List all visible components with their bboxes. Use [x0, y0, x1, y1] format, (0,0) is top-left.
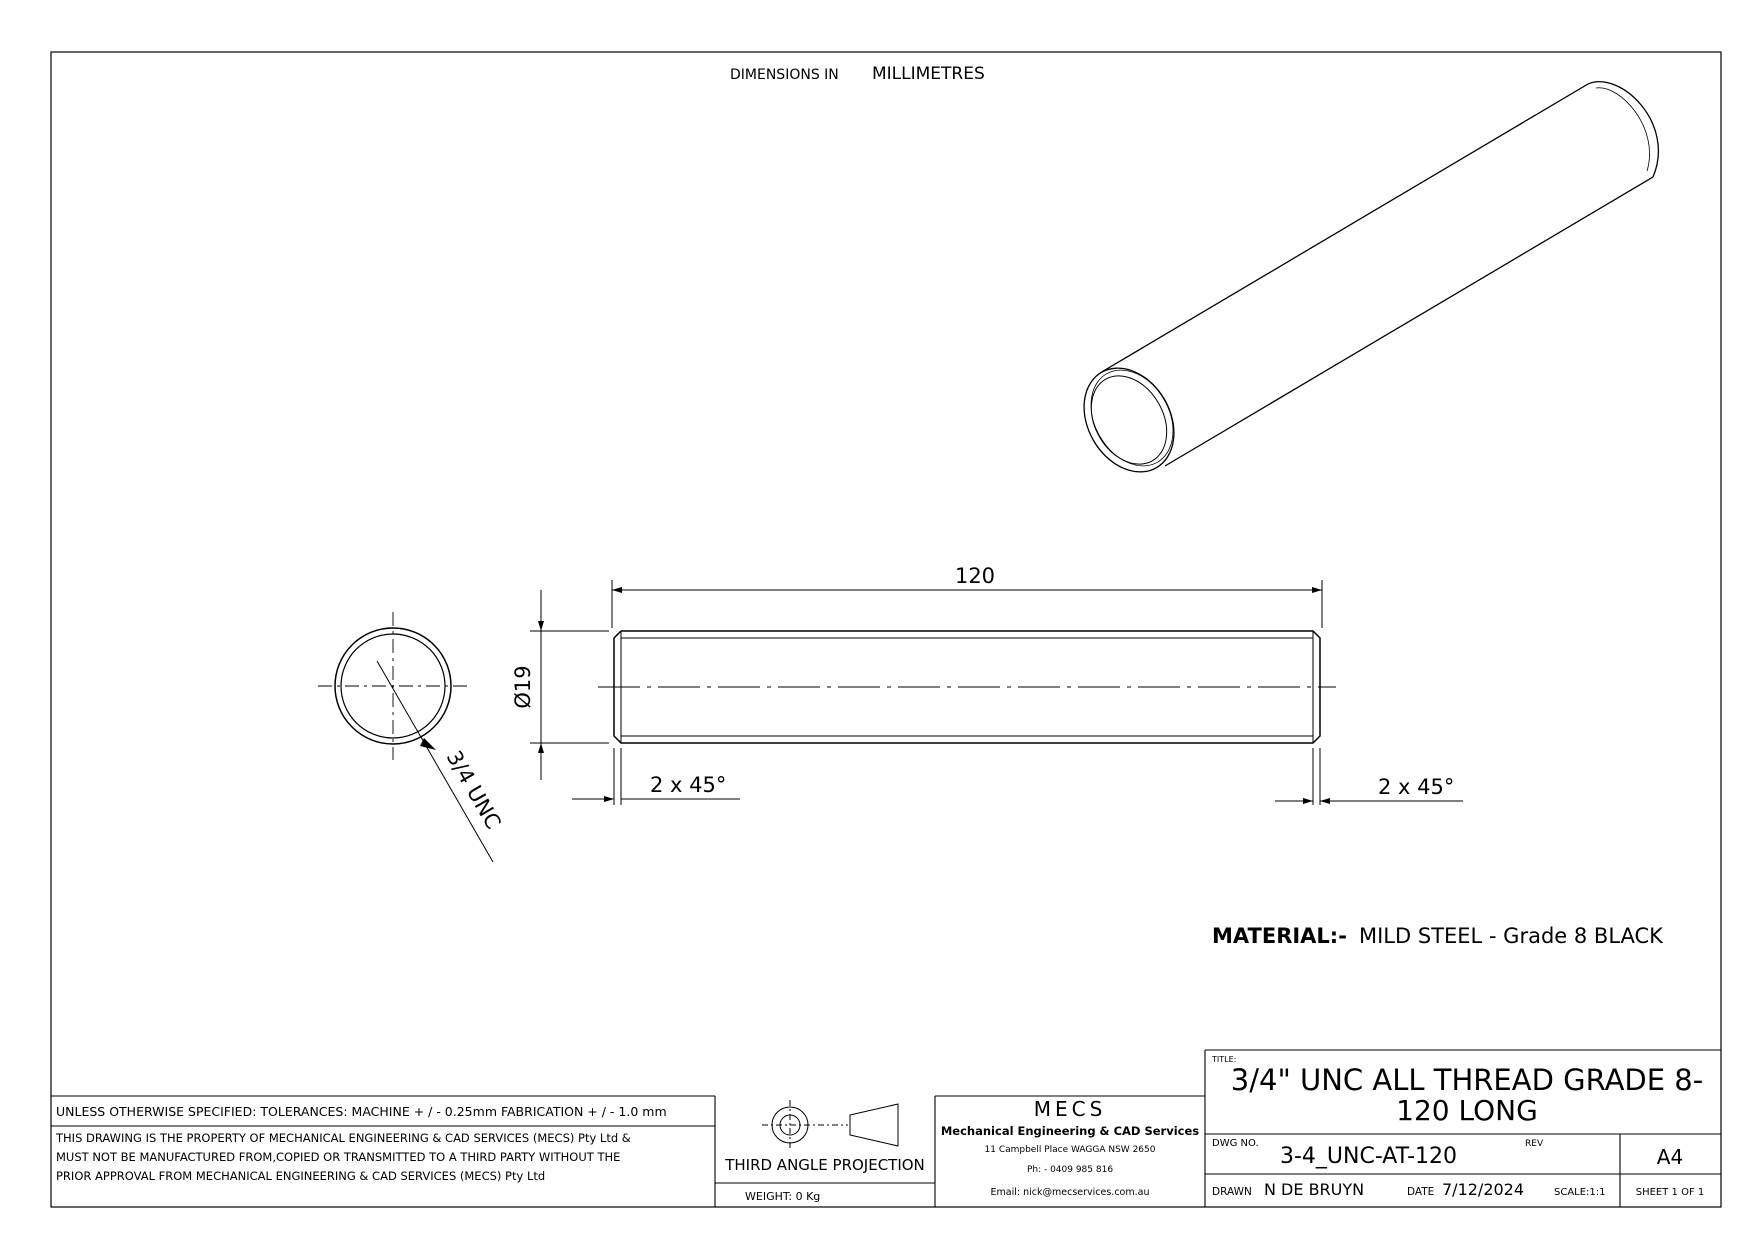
chamfer-left-text: 2 x 45° [650, 773, 727, 797]
drawn-label: DRAWN [1212, 1186, 1252, 1198]
sheet-size: A4 [1656, 1145, 1684, 1169]
diameter-dimension-text: Ø19 [511, 665, 535, 709]
dwg-no: 3-4_UNC-AT-120 [1280, 1144, 1457, 1169]
end-view [318, 612, 493, 862]
company-logo: MECS [1033, 1097, 1107, 1121]
company-email: Email: nick@mecservices.com.au [990, 1187, 1150, 1198]
side-view [598, 631, 1336, 743]
diameter-dimension [530, 590, 609, 780]
title-line-2: 120 LONG [1396, 1094, 1538, 1127]
isometric-view [1066, 82, 1658, 488]
dimensions-unit: MILLIMETRES [872, 64, 985, 84]
tolerances-note: UNLESS OTHERWISE SPECIFIED: TOLERANCES: MACHINE + / - 0.25mm FABRICATION + / - 1.0 mm [56, 1104, 667, 1119]
third-angle-projection-icon [762, 1100, 898, 1150]
length-dimension-text: 120 [954, 564, 996, 588]
sheet-number: SHEET 1 OF 1 [1635, 1187, 1705, 1198]
drawn-by: N DE BRUYN [1264, 1180, 1365, 1199]
property-notice-line-3: PRIOR APPROVAL FROM MECHANICAL ENGINEERING & CAD SERVICES (MECS) Pty Ltd [56, 1169, 546, 1183]
company-phone: Ph: - 0409 985 816 [1026, 1165, 1114, 1175]
property-notice-line-2: MUST NOT BE MANUFACTURED FROM,COPIED OR TRANSMITTED TO A THIRD PARTY WITHOUT THE [56, 1150, 621, 1164]
date-label: DATE [1407, 1186, 1435, 1198]
title-label: TITLE: [1212, 1055, 1237, 1064]
thread-callout: 3/4 UNC [441, 746, 506, 834]
property-notice-line-1: THIS DRAWING IS THE PROPERTY OF MECHANICAL ENGINEERING & CAD SERVICES (MECS) Pty Ltd & [56, 1131, 631, 1145]
title-line-1: 3/4" UNC ALL THREAD GRADE 8- [1230, 1063, 1704, 1097]
dwg-no-label: DWG NO. [1212, 1138, 1259, 1149]
date: 7/12/2024 [1442, 1180, 1525, 1199]
company-address: 11 Campbell Place WAGGA NSW 2650 [984, 1145, 1156, 1155]
sheet-border [51, 52, 1721, 1207]
company-name: Mechanical Engineering & CAD Services [940, 1124, 1200, 1138]
scale: SCALE:1:1 [1554, 1187, 1606, 1198]
projection-label: THIRD ANGLE PROJECTION [725, 1156, 925, 1174]
material-label: MATERIAL:- [1212, 924, 1347, 948]
material-value: MILD STEEL - Grade 8 BLACK [1359, 924, 1663, 948]
chamfer-right-text: 2 x 45° [1378, 775, 1455, 799]
dimensions-label: DIMENSIONS IN [730, 67, 839, 83]
rev-label: REV [1525, 1139, 1544, 1149]
weight: WEIGHT: 0 Kg [745, 1190, 821, 1203]
